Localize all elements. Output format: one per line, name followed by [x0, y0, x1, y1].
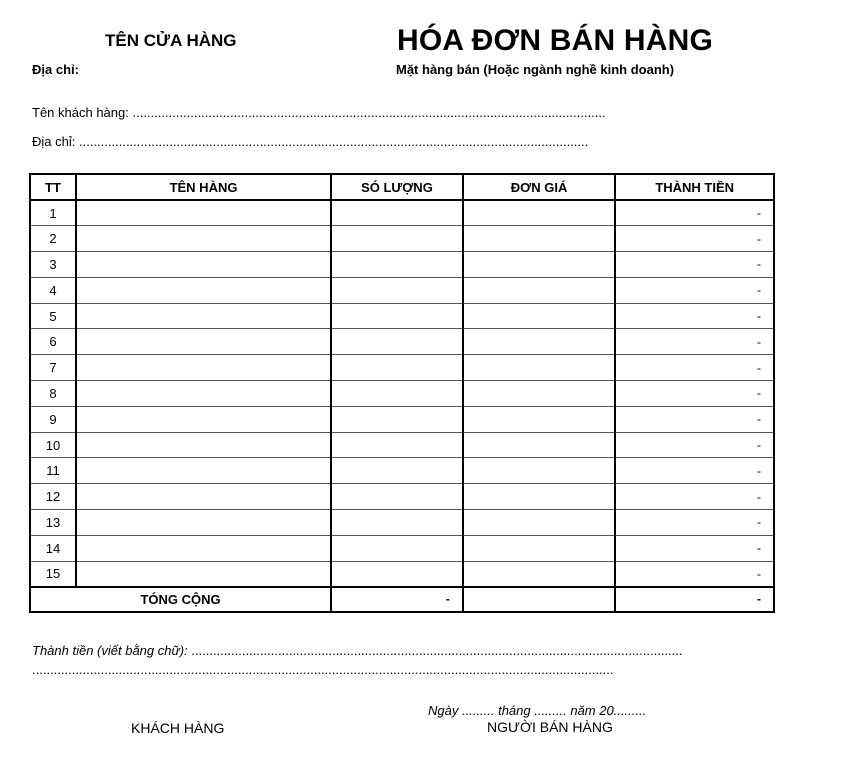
row-amount: -	[615, 200, 774, 226]
row-quantity[interactable]	[331, 381, 463, 407]
row-unit-price[interactable]	[463, 535, 616, 561]
amount-in-words-line-1[interactable]: ........................................................................................................................................	[191, 643, 683, 658]
customer-signature-label: KHÁCH HÀNG	[131, 720, 225, 736]
row-amount: -	[615, 432, 774, 458]
row-unit-price[interactable]	[463, 458, 616, 484]
row-number: 2	[30, 226, 76, 252]
row-number: 3	[30, 252, 76, 278]
row-amount: -	[615, 226, 774, 252]
row-item-name[interactable]	[76, 252, 331, 278]
table-row	[30, 226, 774, 252]
row-item-name[interactable]	[76, 200, 331, 226]
row-amount: -	[615, 484, 774, 510]
col-header-tt: TT	[30, 174, 76, 200]
table-row	[30, 329, 774, 355]
row-number: 15	[30, 561, 76, 587]
seller-signature-label: NGƯỜI BÁN HÀNG	[487, 719, 613, 735]
row-amount: -	[615, 277, 774, 303]
row-item-name[interactable]	[76, 303, 331, 329]
row-number: 14	[30, 535, 76, 561]
row-quantity[interactable]	[331, 535, 463, 561]
total-quantity: -	[331, 587, 463, 612]
total-amount: -	[615, 587, 774, 612]
row-amount: -	[615, 510, 774, 536]
table-row	[30, 303, 774, 329]
row-quantity[interactable]	[331, 355, 463, 381]
table-header-row	[30, 174, 774, 200]
col-header-quantity: SÓ LƯỢNG	[331, 174, 463, 200]
table-row	[30, 432, 774, 458]
col-header-unit-price: ĐƠN GIÁ	[463, 174, 616, 200]
row-amount: -	[615, 381, 774, 407]
row-amount: -	[615, 535, 774, 561]
row-item-name[interactable]	[76, 432, 331, 458]
invoice-subtitle: Mặt hàng bán (Hoặc ngành nghề kinh doanh)	[396, 62, 675, 77]
row-quantity[interactable]	[331, 406, 463, 432]
row-unit-price[interactable]	[463, 277, 616, 303]
customer-address-value[interactable]: .............................................................................................................................................	[78, 134, 589, 149]
row-item-name[interactable]	[76, 277, 331, 303]
total-row	[30, 587, 774, 612]
row-amount: -	[615, 303, 774, 329]
row-unit-price[interactable]	[463, 200, 616, 226]
row-item-name[interactable]	[76, 355, 331, 381]
amount-in-words-field[interactable]	[32, 643, 703, 658]
table-row	[30, 200, 774, 226]
row-unit-price[interactable]	[463, 484, 616, 510]
table-row	[30, 252, 774, 278]
row-unit-price[interactable]	[463, 510, 616, 536]
invoice-table	[29, 173, 775, 613]
row-quantity[interactable]	[331, 458, 463, 484]
total-unit-price	[463, 587, 616, 612]
amount-in-words-label: Thành tiền (viết bằng chữ):	[32, 643, 188, 658]
row-amount: -	[615, 561, 774, 587]
row-unit-price[interactable]	[463, 252, 616, 278]
row-amount: -	[615, 406, 774, 432]
row-item-name[interactable]	[76, 535, 331, 561]
total-label: TÓNG CỘNG	[30, 587, 331, 612]
row-item-name[interactable]	[76, 561, 331, 587]
row-item-name[interactable]	[76, 406, 331, 432]
table-row	[30, 510, 774, 536]
row-quantity[interactable]	[331, 200, 463, 226]
row-amount: -	[615, 252, 774, 278]
date-line: Ngày ......... tháng ......... năm 20.........	[428, 703, 647, 718]
row-number: 1	[30, 200, 76, 226]
row-quantity[interactable]	[331, 561, 463, 587]
row-unit-price[interactable]	[463, 561, 616, 587]
amount-in-words-line-2[interactable]: .................................................................................................................................................................	[32, 662, 614, 677]
row-unit-price[interactable]	[463, 329, 616, 355]
col-header-amount: THÀNH TIỀN	[615, 174, 774, 200]
row-number: 6	[30, 329, 76, 355]
row-number: 10	[30, 432, 76, 458]
row-quantity[interactable]	[331, 252, 463, 278]
row-item-name[interactable]	[76, 329, 331, 355]
row-quantity[interactable]	[331, 432, 463, 458]
row-item-name[interactable]	[76, 226, 331, 252]
row-number: 11	[30, 458, 76, 484]
row-unit-price[interactable]	[463, 355, 616, 381]
table-row	[30, 277, 774, 303]
table-row	[30, 561, 774, 587]
table-row	[30, 458, 774, 484]
table-row	[30, 381, 774, 407]
row-number: 13	[30, 510, 76, 536]
row-amount: -	[615, 329, 774, 355]
table-row	[30, 535, 774, 561]
row-number: 12	[30, 484, 76, 510]
row-item-name[interactable]	[76, 381, 331, 407]
row-unit-price[interactable]	[463, 432, 616, 458]
table-row	[30, 406, 774, 432]
row-quantity[interactable]	[331, 329, 463, 355]
store-address-label: Địa chỉ:	[32, 62, 79, 77]
row-quantity[interactable]	[331, 303, 463, 329]
row-number: 4	[30, 277, 76, 303]
customer-address-label: Địa chỉ:	[32, 134, 76, 149]
store-name: TÊN CỬA HÀNG	[105, 31, 237, 50]
row-amount: -	[615, 355, 774, 381]
row-quantity[interactable]	[331, 226, 463, 252]
invoice-title: HÓA ĐƠN BÁN HÀNG	[397, 24, 714, 57]
customer-name-value[interactable]: ...................................................................................................................................	[132, 105, 606, 120]
customer-address-field[interactable]	[32, 134, 703, 149]
row-item-name[interactable]	[76, 458, 331, 484]
row-item-name[interactable]	[76, 510, 331, 536]
row-unit-price[interactable]	[463, 226, 616, 252]
customer-name-label: Tên khách hàng:	[32, 105, 129, 120]
customer-name-field[interactable]	[32, 105, 704, 120]
row-unit-price[interactable]	[463, 381, 616, 407]
row-quantity[interactable]	[331, 510, 463, 536]
row-number: 5	[30, 303, 76, 329]
table-row	[30, 484, 774, 510]
row-number: 7	[30, 355, 76, 381]
col-header-item-name: TÊN HÀNG	[76, 174, 331, 200]
table-row	[30, 355, 774, 381]
row-unit-price[interactable]	[463, 303, 616, 329]
row-unit-price[interactable]	[463, 406, 616, 432]
row-quantity[interactable]	[331, 484, 463, 510]
row-amount: -	[615, 458, 774, 484]
row-item-name[interactable]	[76, 484, 331, 510]
row-number: 9	[30, 406, 76, 432]
row-number: 8	[30, 381, 76, 407]
row-quantity[interactable]	[331, 277, 463, 303]
